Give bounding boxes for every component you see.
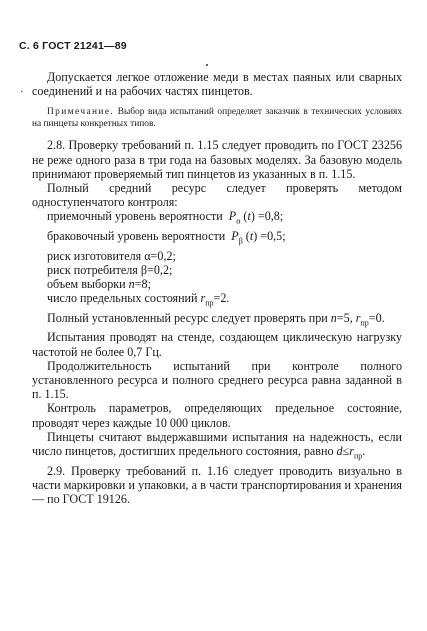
paragraph-resource-intro: Полный средний ресурс следует проверять методом одноступенчатого контроля: [32, 181, 402, 210]
paragraph-2-8: 2.8. Проверку требований п. 1.15 следует проводить по ГОСТ 23256 не реже одного раза в три года на базовых моделях. За базовую модель принимают проверяемый тип пинцетов из указанных в п. 1.15. [32, 138, 402, 181]
paragraph-control: Контроль параметров, определяющих предельное состояние, проводят через каждые 10 000 циклов. [32, 401, 402, 430]
page-header: С. 6 ГОСТ 21241—89 [19, 40, 127, 52]
control-plan [32, 209, 402, 310]
plan-reject: браковочный уровень вероятности $P_\beta$ (t) =0,5; [47, 229, 286, 246]
paragraph-installed-resource: Полный установленный ресурс следует проверять при n=5, $r_{пр}=0$. [47, 310, 385, 328]
plan-risk-manufacturer: риск изготовителя α=0,2; [47, 248, 176, 263]
document-body [32, 70, 402, 506]
plan-limit-states: число предельных состояний $r_{пр}=2$. [47, 291, 230, 308]
paragraph-stand: Испытания проводят на стенде, создающем циклическую нагрузку частотой не более 0,7 Гц. [32, 330, 402, 359]
plan-risk-consumer: риск потребителя β=0,2; [47, 262, 173, 277]
paragraph-2-9: 2.9. Проверку требований п. 1.16 следует проводить визуально в части маркировки и упаковки, а в части транспортирования и хранения — по ГОСТ 19126. [32, 463, 402, 507]
note-label: Примечание. [47, 107, 115, 118]
paragraph-copper: Допускается легкое отложение меди в местах паяных или сварных соединений и на рабочих частях пинцетов. [32, 70, 402, 99]
plan-sample-size: объем выборки n=8; [47, 277, 151, 292]
note-text: Выбор вида испытаний определяет заказчик в технических условиях на пинцеты конкретных типов. [32, 107, 403, 129]
print-speck [206, 64, 208, 66]
margin-mark: · [20, 86, 24, 98]
paragraph-duration: Продолжительность испытаний при контроле полного установленного ресурса и полного среднего ресурса равна заданной в п. 1.15. [32, 358, 402, 402]
note [32, 107, 402, 130]
plan-accept: приемочный уровень вероятности $P_\alpha$ (t) =0,8; [47, 209, 284, 226]
paragraph-reliability: Пинцеты считают выдержавшими испытания на надежность, если число пинцетов, достигших предельного состояния, равно $d\le r_{пр}$. [32, 429, 402, 461]
